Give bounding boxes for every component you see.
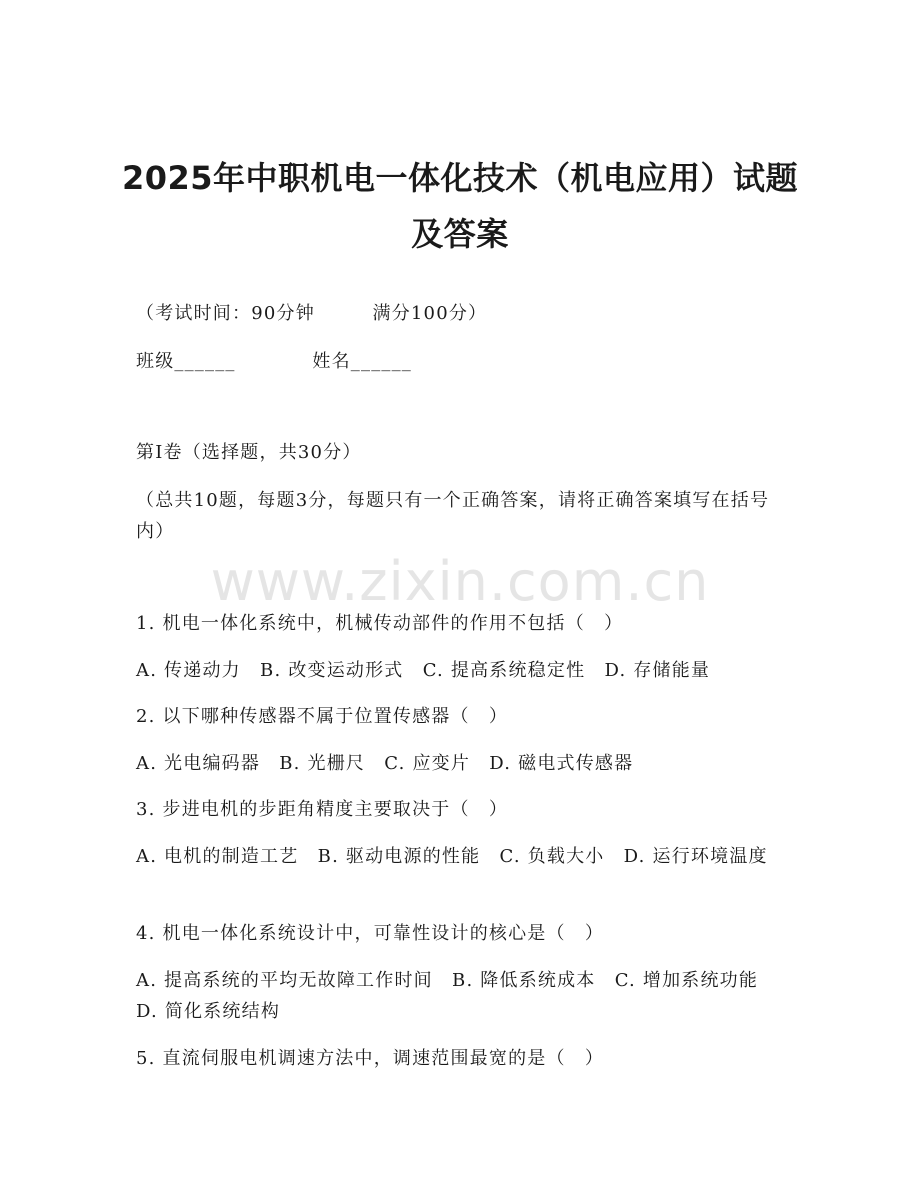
- question-2-stem: 2. 以下哪种传感器不属于位置传感器（ ）: [136, 706, 509, 727]
- watermark: www.zixin.com.cn: [210, 550, 710, 613]
- section-title: 第Ⅰ卷（选择题，共30分）: [136, 442, 362, 463]
- question-2-options: A. 光电编码器 B. 光栅尺 C. 应变片 D. 磁电式传感器: [136, 753, 634, 774]
- question-1-stem: 1. 机电一体化系统中，机械传动部件的作用不包括（ ）: [136, 613, 624, 634]
- exam-info: （考试时间：90分钟 满分100分）: [136, 303, 488, 324]
- question-4-options: A. 提高系统的平均无故障工作时间 B. 降低系统成本 C. 增加系统功能 D. 简化系统结构: [136, 970, 778, 1022]
- question-3-stem: 3. 步进电机的步距角精度主要取决于（ ）: [136, 799, 509, 820]
- question-5-stem: 5. 直流伺服电机调速方法中，调速范围最宽的是（ ）: [136, 1048, 605, 1069]
- question-3-options: A. 电机的制造工艺 B. 驱动电源的性能 C. 负载大小 D. 运行环境温度: [136, 846, 768, 867]
- class-name-line: 班级______ 姓名______: [136, 351, 412, 372]
- question-4-stem: 4. 机电一体化系统设计中，可靠性设计的核心是（ ）: [136, 923, 605, 944]
- document-title: 2025年中职机电一体化技术（机电应用）试题及答案: [121, 159, 799, 253]
- instructions: （总共10题，每题3分，每题只有一个正确答案，请将正确答案填写在括号内）: [136, 490, 770, 542]
- question-1-options: A. 传递动力 B. 改变运动形式 C. 提高系统稳定性 D. 存储能量: [136, 660, 711, 681]
